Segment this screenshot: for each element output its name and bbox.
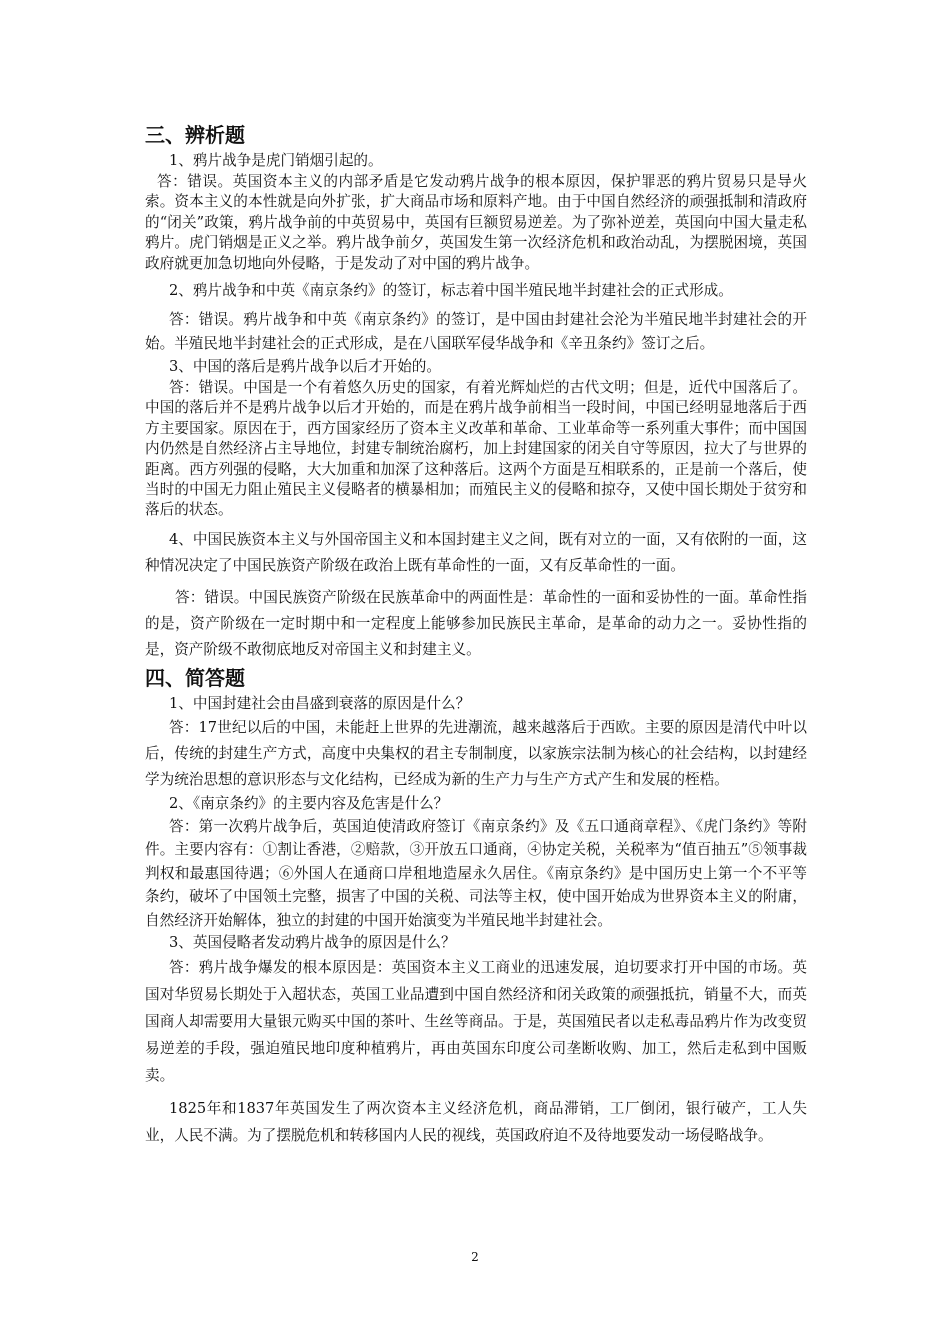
answer-4-3-part-1: 答：鸦片战争爆发的根本原因是：英国资本主义工商业的迅速发展，迫切要求打开中国的市场。英国对华贸易长期处于入超状态，英国工业品遭到中国自然经济和闭关政策的顽强抵抗，销量不大，而英国商人却需要用大量银元购买中国的茶叶、生丝等商品。于是，英国殖民者以走私毒品鸦片作为改变贸易逆差的手段，强迫殖民地印度种植鸦片，再由英国东印度公司垄断收购、加工，然后走私到中国贩卖。 <box>145 958 807 1084</box>
question-3-3: 3、中国的落后是鸦片战争以后才开始的。 <box>169 358 441 376</box>
section-heading-analysis: 三、辨析题 <box>145 123 245 147</box>
answer-3-1: 答：错误。英国资本主义的内部矛盾是它发动鸦片战争的根本原因，保护罪恶的鸦片贸易只是导火索。资本主义的本性就是向外扩张，扩大商品市场和原料产地。由于中国自然经济的顽强抵制和清政府的“闭关”政策，鸦片战争前的中英贸易中，英国有巨额贸易逆差。为了弥补逆差，英国向中国大量走私鸦片。虎门销烟是正义之举。鸦片战争前夕，英国发生第一次经济危机和政治动乱，为摆脱困境，英国政府就更加急切地向外侵略，于是发动了对中国的鸦片战争。 <box>145 173 807 272</box>
question-3-4: 4、中国民族资本主义与外国帝国主义和本国封建主义之间，既有对立的一面，又有依附的一面，这种情况决定了中国民族资产阶级在政治上既有革命性的一面，又有反革命性的一面。 <box>145 530 807 574</box>
answer-3-3: 答：错误。中国是一个有着悠久历史的国家，有着光辉灿烂的古代文明；但是，近代中国落后了。中国的落后并不是鸦片战争以后才开始的，而是在鸦片战争前相当一段时间，中国已经明显地落后于西方主要国家。原因在于，西方国家经历了资本主义改革和革命、工业革命等一系列重大事件；而中国国内仍然是自然经济占主导地位，封建专制统治腐朽，加上封建国家的闭关自守等原因，拉大了与世界的距离。西方列强的侵略，大大加重和加深了这种落后。这两个方面是互相联系的，正是前一个落后，使当时的中国无力阻止殖民主义侵略者的横暴相加；而殖民主义的侵略和掠夺，又使中国长期处于贫穷和落后的状态。 <box>145 379 807 519</box>
answer-4-2: 答：第一次鸦片战争后，英国迫使清政府签订《南京条约》及《五口通商章程》、《虎门条约》等附件。主要内容有：①割让香港，②赔款，③开放五口通商，④协定关税，关税率为“值百抽五”⑤领事裁判权和最惠国待遇；⑥外国人在通商口岸租地造屋永久居住。《南京条约》是中国历史上第一个不平等条约，破坏了中国领土完整，损害了中国的关税、司法等主权，使中国开始成为世界资本主义的附庸，自然经济开始解体，独立的封建的中国开始演变为半殖民地半封建社会。 <box>145 817 807 929</box>
page-number: 2 <box>471 1250 479 1264</box>
question-4-3: 3、英国侵略者发动鸦片战争的原因是什么？ <box>169 933 456 951</box>
section-heading-short-answer: 四、简答题 <box>145 665 245 690</box>
answer-4-1: 答：17世纪以后的中国，未能赶上世界的先进潮流，越来越落后于西欧。主要的原因是清代中叶以后，传统的封建生产方式，高度中央集权的君主专制制度，以家族宗法制为核心的社会结构，以封建经学为统治思想的意识形态与文化结构，已经成为新的生产力与生产方式产生和发展的桎梏。 <box>145 718 807 788</box>
document-page <box>145 120 807 1149</box>
question-3-1: 1、鸦片战争是虎门销烟引起的。 <box>169 152 383 169</box>
answer-3-2: 答：错误。鸦片战争和中英《南京条约》的签订，是中国由封建社会沦为半殖民地半封建社会的开始。半殖民地半封建社会的正式形成，是在八国联军侵华战争和《辛丑条约》签订之后。 <box>145 311 807 353</box>
answer-3-4: 答：错误。中国民族资产阶级在民族革命中的两面性是：革命性的一面和妥协性的一面。革命性指的是，资产阶级在一定时期中和一定程度上能够参加民族民主革命，是革命的动力之一。妥协性指的是，资产阶级不敢彻底地反对帝国主义和封建主义。 <box>145 588 807 658</box>
question-4-2: 2、《南京条约》的主要内容及危害是什么？ <box>169 794 449 812</box>
question-3-2: 2、鸦片战争和中英《南京条约》的签订，标志着中国半殖民地半封建社会的正式形成。 <box>169 282 733 300</box>
question-4-1: 1、中国封建社会由昌盛到衰落的原因是什么？ <box>169 694 471 712</box>
answer-4-3-part-2: 1825年和1837年英国发生了两次资本主义经济危机，商品滞销，工厂倒闭，银行破产，工人失业，人民不满。为了摆脱危机和转移国内人民的视线，英国政府迫不及待地要发动一场侵略战争。 <box>145 1099 807 1144</box>
